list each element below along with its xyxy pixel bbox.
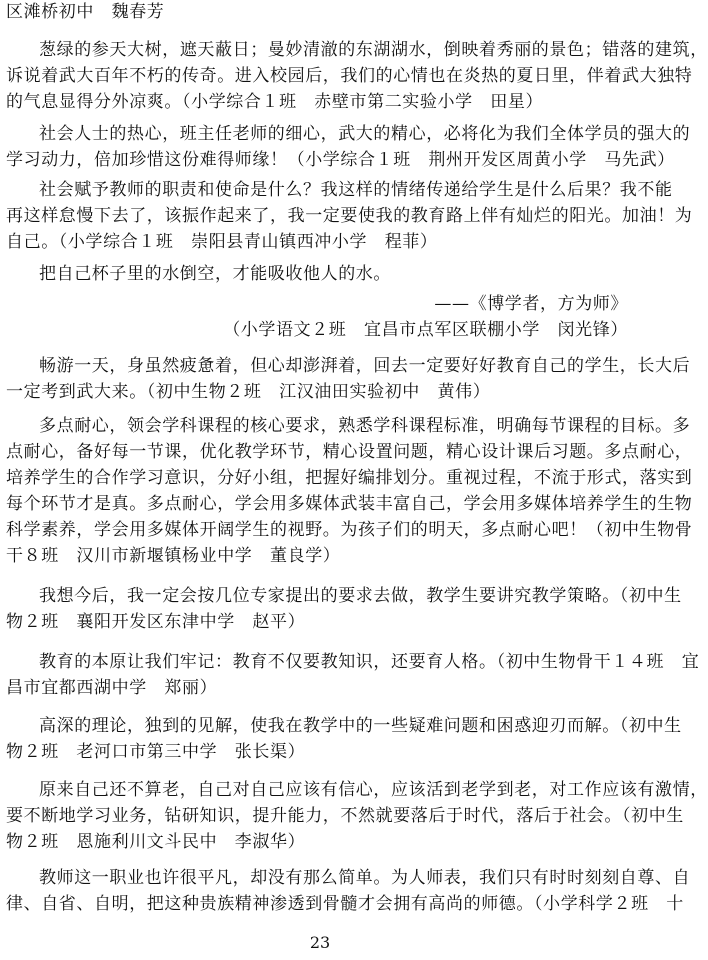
citation-line: ——《博学者，方为师》	[434, 294, 628, 314]
text-line: 点耐心，备好每一节课，优化教学环节，精心设置问题，精心设计课后习题。多点耐心，	[6, 442, 693, 462]
paragraph-line: 把自己杯子里的水倒空，才能吸收他人的水。	[39, 264, 391, 284]
text-line: 科学素养，学会用多媒体开阔学生的视野。为孩子们的明天，多点耐心吧！（初中生物骨	[6, 520, 693, 540]
text-line: 物２班 恩施利川文斗民中 李淑华）	[6, 832, 306, 852]
attribution-line: （小学语文２班 宜昌市点军区联棚小学 闵光锋）	[223, 320, 628, 340]
text-line: 物２班 襄阳开发区东津中学 赵平）	[6, 612, 306, 632]
paragraph-line: 多点耐心，领会学科课程的核心要求，熟悉学科课程标准，明确每节课程的目标。多	[39, 416, 691, 436]
text-line: 再这样怠慢下去了，该振作起来了，我一定要使我的教育路上伴有灿烂的阳光。加油！为	[6, 206, 693, 226]
page-number: 23	[309, 933, 331, 952]
text-line: 学习动力，倍加珍惜这份难得师缘！（小学综合１班 荆州开发区周黄小学 马先武）	[6, 150, 675, 170]
text-line: 一定考到武大来。（初中生物２班 江汉油田实验初中 黄伟）	[6, 382, 491, 402]
text-line: 区滩桥初中 魏春芳	[6, 2, 165, 22]
paragraph-line: 社会赋予教师的职责和使命是什么？我这样的情绪传递给学生是什么后果？我不能	[39, 180, 673, 200]
text-line: 物２班 老河口市第三中学 张长渠）	[6, 742, 306, 762]
paragraph-line: 教育的本原让我们牢记：教育不仅要教知识，还要育人格。（初中生物骨干１４班 宜	[39, 652, 700, 672]
text-line: 培养学生的合作学习意识，分好小组，把握好编排划分。重视过程，不流于形式，落实到	[6, 468, 693, 488]
text-line: 干８班 汉川市新堰镇杨业中学 董良学）	[6, 546, 341, 566]
text-line: 诉说着武大百年不朽的传奇。进入校园后，我们的心情也在炎热的夏日里，伴着武大独特	[6, 66, 693, 86]
text-line: 的气息显得分外凉爽。（小学综合１班 赤壁市第二实验小学 田星）	[6, 92, 544, 112]
paragraph-line: 我想今后，我一定会按几位专家提出的要求去做，教学生要讲究教学策略。（初中生	[39, 586, 682, 606]
paragraph-line: 畅游一天，身虽然疲惫着，但心却澎湃着，回去一定要好好教育自己的学生，长大后	[39, 356, 691, 376]
paragraph-line: 高深的理论，独到的见解，使我在教学中的一些疑难问题和困惑迎刃而解。（初中生	[39, 716, 682, 736]
text-line: 昌市宜都西湖中学 郑丽）	[6, 678, 218, 698]
paragraph-line: 葱绿的参天大树，遮天蔽日；曼妙清澈的东湖湖水，倒映着秀丽的景色；错落的建筑，	[39, 40, 708, 60]
text-line: 律、自省、自明，把这种贵族精神渗透到骨髓才会拥有高尚的师德。（小学科学２班 十	[6, 894, 684, 914]
paragraph-line: 教师这一职业也许很平凡，却没有那么简单。为人师表，我们只有时时刻刻自尊、自	[39, 868, 691, 888]
paragraph-line: 原来自己还不算老，自己对自己应该有信心，应该活到老学到老，对工作应该有激情，	[39, 780, 708, 800]
text-line: 每个环节才是真。多点耐心，学会用多媒体武装丰富自己，学会用多媒体培养学生的生物	[6, 494, 693, 514]
text-line: 要不断地学习业务，钻研知识，提升能力，不然就要落后于时代，落后于社会。（初中生	[6, 806, 684, 826]
text-line: 自己。（小学综合１班 崇阳县青山镇西冲小学 程菲）	[6, 232, 438, 252]
paragraph-line: 社会人士的热心，班主任老师的细心，武大的精心，必将化为我们全体学员的强大的	[39, 124, 691, 144]
